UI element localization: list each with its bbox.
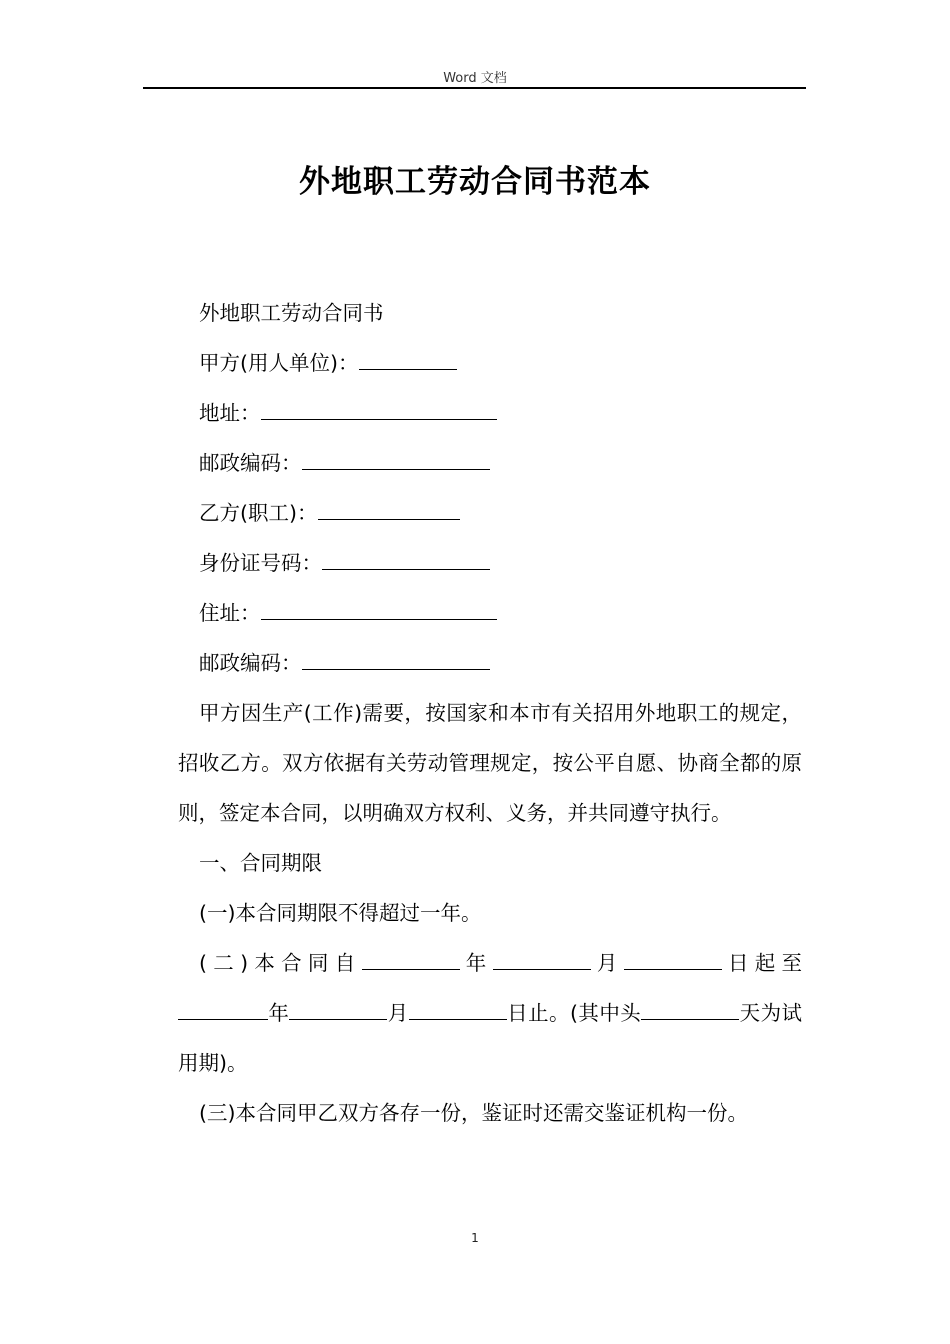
clause-2: (二)本合同自 年 月 日起至年 月 日止。(其中头 天为试用期)。 bbox=[178, 938, 802, 1088]
field-label: 邮政编码： bbox=[199, 651, 302, 675]
blank-line bbox=[302, 647, 490, 670]
field-label: 身份证号码： bbox=[199, 551, 322, 575]
blank-line bbox=[641, 997, 739, 1020]
clause-1: (一)本合同期限不得超过一年。 bbox=[199, 901, 482, 925]
blank-line bbox=[322, 547, 490, 570]
blank-line bbox=[289, 997, 387, 1020]
field-party-a bbox=[178, 338, 802, 388]
field-id-number bbox=[178, 538, 802, 588]
field-label: 地址： bbox=[199, 401, 261, 425]
clause-3: (三)本合同甲乙双方各存一份，鉴证时还需交鉴证机构一份。 bbox=[199, 1101, 748, 1125]
field-label: 甲方(用人单位)： bbox=[199, 351, 359, 375]
page-number: 1 bbox=[471, 1231, 479, 1245]
field-label: 邮政编码： bbox=[199, 451, 302, 475]
field-postcode-b bbox=[178, 638, 802, 688]
field-label: 住址： bbox=[199, 601, 261, 625]
blank-line bbox=[362, 947, 460, 970]
field-postcode-a bbox=[178, 438, 802, 488]
field-label: 乙方(职工)： bbox=[199, 501, 318, 525]
header-divider bbox=[143, 87, 806, 89]
document-header-label: Word 文档 bbox=[443, 71, 507, 86]
document-body bbox=[178, 288, 802, 1138]
blank-line bbox=[261, 397, 497, 420]
blank-line bbox=[409, 997, 507, 1020]
blank-line bbox=[493, 947, 591, 970]
field-party-b bbox=[178, 488, 802, 538]
blank-line bbox=[318, 497, 460, 520]
blank-line bbox=[178, 997, 268, 1020]
blank-line bbox=[302, 447, 490, 470]
blank-line bbox=[624, 947, 722, 970]
preamble-paragraph: 甲方因生产(工作)需要，按国家和本市有关招用外地职工的规定，招收乙方。双方依据有关劳动管理规定，按公平自愿、协商全都的原则，签定本合同，以明确双方权利、义务，并共同遵守执行。 bbox=[178, 701, 802, 825]
section-heading-term: 一、合同期限 bbox=[199, 851, 322, 875]
document-title: 外地职工劳动合同书范本 bbox=[299, 164, 651, 200]
contract-heading: 外地职工劳动合同书 bbox=[199, 301, 384, 325]
blank-line bbox=[359, 347, 457, 370]
field-address bbox=[178, 388, 802, 438]
blank-line bbox=[261, 597, 497, 620]
field-residence bbox=[178, 588, 802, 638]
